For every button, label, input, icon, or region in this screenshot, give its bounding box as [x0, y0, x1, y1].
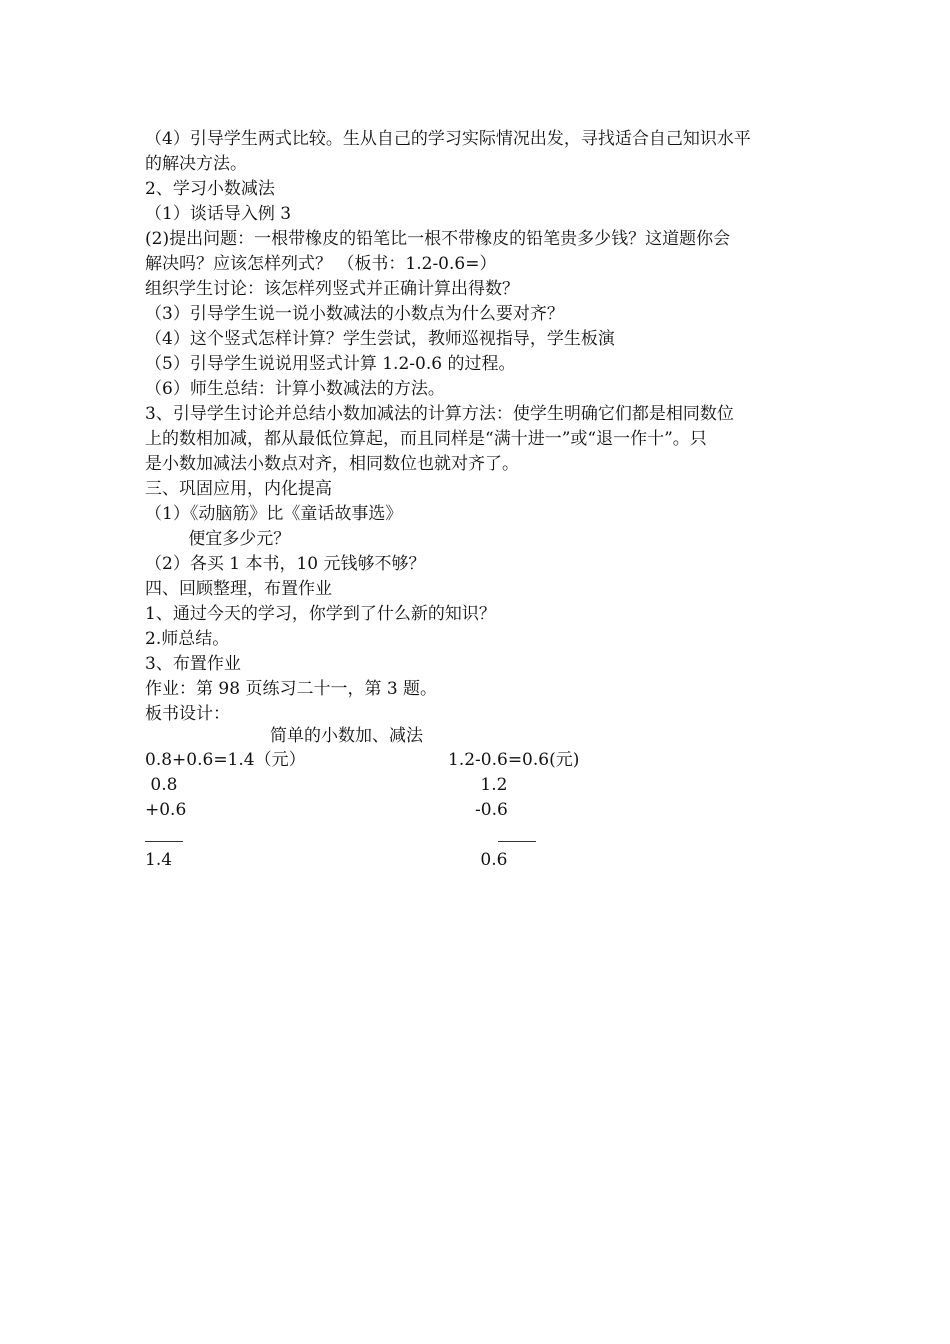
paragraph-line: （4）这个竖式怎样计算？学生尝试，教师巡视指导，学生板演 [145, 329, 615, 349]
board-design-label: 板书设计： [145, 704, 230, 724]
subtraction-operand-1: 1.2 [448, 775, 508, 795]
board-title: 简单的小数加、减法 [270, 726, 423, 746]
paragraph-line: 便宜多少元？ [145, 529, 291, 549]
addition-rule [145, 841, 183, 842]
paragraph-line: 解决吗？应该怎样列式？ （板书：1.2-0.6=） [145, 254, 497, 274]
paragraph-line: 组织学生讨论：该怎样列竖式并正确计算出得数？ [145, 279, 519, 299]
paragraph-line: （3）引导学生说一说小数减法的小数点为什么要对齐？ [145, 304, 564, 324]
paragraph-line: （5）引导学生说说用竖式计算 1.2-0.6 的过程。 [145, 354, 516, 374]
section-heading: 2、学习小数减法 [145, 179, 275, 199]
subtraction-operand-2: -0.6 [448, 800, 508, 820]
paragraph-line: 1、通过今天的学习，你学到了什么新的知识？ [145, 604, 496, 624]
paragraph-line: （4）引导学生两式比较。生从自己的学习实际情况出发，寻找适合自己知识水平 [145, 129, 751, 149]
subtraction-rule [498, 841, 536, 842]
addition-equation: 0.8+0.6=1.4（元） [145, 750, 306, 770]
paragraph-line: (2)提出问题：一根带橡皮的铅笔比一根不带橡皮的铅笔贵多少钱？这道题你会 [145, 229, 731, 249]
subtraction-equation: 1.2-0.6=0.6(元) [448, 750, 580, 770]
section-heading: 3、引导学生讨论并总结小数加减法的计算方法：使学生明确它们都是相同数位 [145, 404, 734, 424]
paragraph-line: （1）谈话导入例 3 [145, 204, 292, 224]
paragraph-line: 的解决方法。 [145, 154, 247, 174]
paragraph-line: （2）各买 1 本书，10 元钱够不够？ [145, 554, 426, 574]
paragraph-line: （6）师生总结：计算小数减法的方法。 [145, 379, 445, 399]
section-heading: 四、回顾整理，布置作业 [145, 579, 332, 599]
paragraph-line: 3、布置作业 [145, 654, 241, 674]
paragraph-line: （1）《动脑筋》比《童话故事选》 [145, 504, 403, 524]
section-heading: 三、巩固应用，内化提高 [145, 479, 332, 499]
addition-result: 1.4 [145, 850, 173, 870]
subtraction-result: 0.6 [448, 850, 508, 870]
paragraph-line: 2.师总结。 [145, 629, 230, 649]
paragraph-line: 上的数相加减，都从最低位算起，而且同样是“满十进一”或“退一作十”。只 [145, 429, 707, 449]
paragraph-line: 是小数加减法小数点对齐，相同数位也就对齐了。 [145, 454, 519, 474]
addition-operand-1: 0.8 [145, 775, 178, 795]
addition-operand-2: +0.6 [145, 800, 187, 820]
paragraph-line: 作业：第 98 页练习二十一，第 3 题。 [145, 679, 438, 699]
